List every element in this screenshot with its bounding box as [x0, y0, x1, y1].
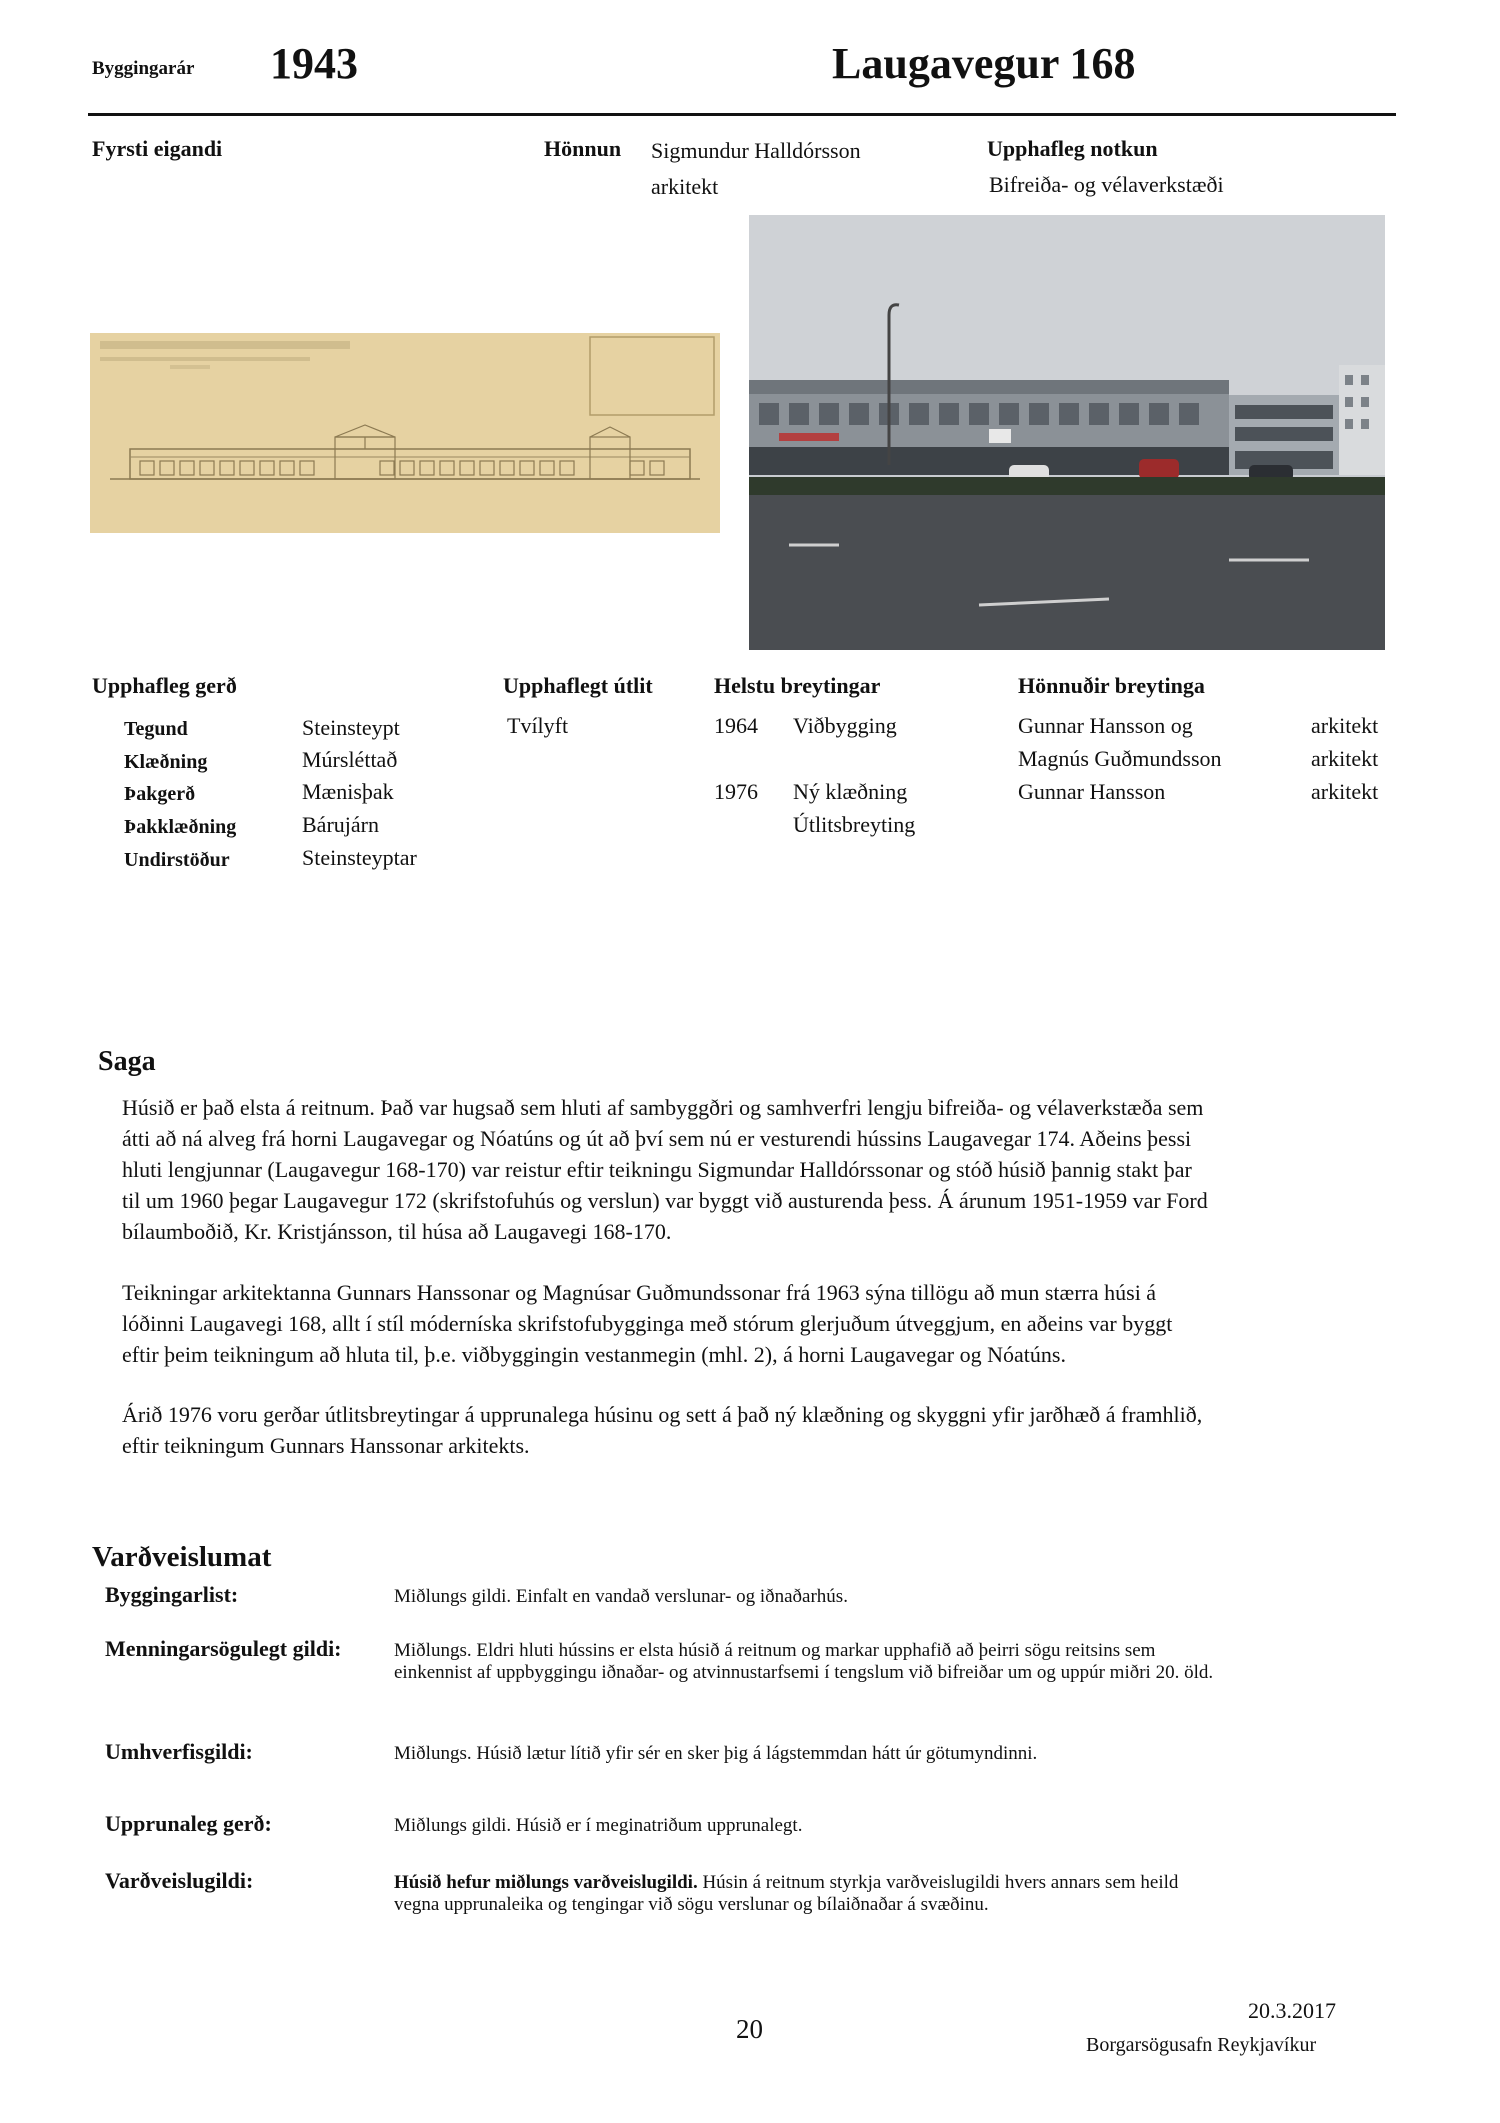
saga-paragraph-1: [122, 1092, 1392, 1247]
first-owner-label: Fyrsti eigandi: [92, 136, 223, 161]
type-value: Steinsteypt: [302, 715, 400, 740]
original-form-heading: Upphafleg gerð: [92, 673, 237, 698]
change-designer-2-role: arkitekt: [1311, 746, 1379, 771]
change-new-cladding: Ný klæðning: [793, 779, 908, 804]
environment-label: Umhverfisgildi:: [105, 1739, 253, 1764]
change-designer-3-role: arkitekt: [1311, 779, 1379, 804]
cultural-line: Miðlungs. Eldri hluti hússins er elsta húsið á reitnum og markar upphafið að þeirri sögu reitsins sem: [394, 1640, 1156, 1661]
change-extension: Viðbygging: [793, 713, 897, 738]
saga-heading: Saga: [98, 1046, 156, 1077]
saga-paragraph-3: [122, 1399, 1392, 1461]
cladding-value: Múrsléttað: [302, 747, 398, 772]
change-designers-heading: Hönnuðir breytinga: [1018, 673, 1205, 698]
saga-p2-line: eftir þeim teikningum að hluta til, þ.e. viðbyggingin vestanmegin (mhl. 2), á horni Laugavegar og Nóatúns.: [122, 1342, 1066, 1367]
cultural-value-text: [394, 1640, 1213, 1684]
original-use-label: Upphafleg notkun: [987, 136, 1158, 161]
change-facade: Útlitsbreyting: [793, 812, 916, 837]
preservation-label: Varðveislugildi:: [105, 1868, 254, 1893]
architecture-label: Byggingarlist:: [105, 1582, 239, 1607]
year-built-label: Byggingarár: [92, 58, 195, 79]
page-title: Laugavegur 168: [832, 39, 1136, 88]
roof-type-label: Þakgerð: [124, 783, 196, 805]
environment-value: Miðlungs. Húsið lætur lítið yfir sér en sker þig á lágstemmdan hátt úr götumyndinni.: [394, 1743, 1038, 1764]
roof-cladding-label: Þakklæðning: [124, 816, 237, 838]
saga-p3-line: eftir teikningum Gunnars Hanssonar arkitekts.: [122, 1433, 530, 1458]
assessment-heading: Varðveislumat: [92, 1541, 272, 1573]
roof-cladding-value: Bárujárn: [302, 812, 379, 837]
change-designer-2: Magnús Guðmundsson: [1018, 746, 1222, 771]
cladding-label: Klæðning: [124, 751, 208, 773]
footer-publisher: Borgarsögusafn Reykjavíkur: [1086, 2034, 1317, 2056]
preservation-rest: Húsin á reitnum styrkja varðveislugildi hvers annars sem heild: [697, 1872, 1179, 1893]
architecture-value: Miðlungs gildi. Einfalt en vandað verslunar- og iðnaðarhús.: [394, 1586, 848, 1607]
designer-role: arkitekt: [651, 174, 719, 199]
architectural-drawing-image: [90, 333, 720, 533]
originality-label: Upprunaleg gerð:: [105, 1811, 272, 1836]
roof-type-value: Mænisþak: [302, 779, 394, 804]
original-appearance-heading: Upphaflegt útlit: [503, 673, 653, 698]
original-use-value: Bifreiða- og vélaverkstæði: [989, 172, 1224, 197]
header-divider: [88, 113, 1396, 116]
page-number: 20: [736, 2014, 763, 2044]
change-designer-3: Gunnar Hansson: [1018, 779, 1166, 804]
preservation-value: [394, 1872, 1178, 1916]
change-designer-1: Gunnar Hansson og: [1018, 713, 1193, 738]
preservation-summary: Húsið hefur miðlungs varðveislugildi.: [394, 1872, 698, 1893]
saga-p1-line: hluti lengjunnar (Laugavegur 168-170) var reistur eftir teikningu Sigmundar Halldórssonar og stóð húsið þannig stakt þar: [122, 1157, 1192, 1182]
original-appearance-value: Tvílyft: [507, 713, 569, 738]
saga-paragraph-2: [122, 1277, 1392, 1370]
saga-p3-line: Árið 1976 voru gerðar útlitsbreytingar á upprunalega húsinu og sett á það ný klæðning og skyggni yfir jarðhæð á framhlið,: [122, 1402, 1203, 1427]
preservation-line: vegna upprunaleika og tengingar við sögu verslunar og bílaiðnaðar á svæðinu.: [394, 1894, 989, 1915]
saga-p1-line: bílaumboðið, Kr. Kristjánsson, til húsa að Laugavegi 168-170.: [122, 1219, 672, 1244]
foundation-label: Undirstöður: [124, 849, 230, 871]
foundation-value: Steinsteyptar: [302, 845, 417, 870]
designer-name: Sigmundur Halldórsson: [651, 138, 861, 163]
change-year-1976: 1976: [714, 779, 758, 804]
type-label: Tegund: [124, 718, 188, 740]
design-label: Hönnun: [544, 136, 622, 161]
cultural-value-label: Menningarsögulegt gildi:: [105, 1636, 342, 1661]
building-photo: [749, 215, 1385, 650]
saga-p2-line: Teikningar arkitektanna Gunnars Hanssonar og Magnúsar Guðmundssonar frá 1963 sýna tillögu að mun stærra húsi á: [122, 1280, 1157, 1305]
saga-p1-line: átti að ná alveg frá horni Laugavegar og Nóatúns og út að því sem nú er vesturendi hússins Laugavegar 174. Aðeins þessi: [122, 1126, 1192, 1151]
cultural-line: einkennist af uppbyggingu iðnaðar- og atvinnustarfsemi í tengslum við bifreiðar um og uppúr miðri 20. öld.: [394, 1662, 1214, 1683]
change-year-1964: 1964: [714, 713, 758, 738]
originality-value: Miðlungs gildi. Húsið er í meginatriðum upprunalegt.: [394, 1815, 803, 1836]
main-changes-heading: Helstu breytingar: [714, 673, 881, 698]
saga-p1-line: til um 1960 þegar Laugavegur 172 (skrifstofuhús og verslun) var byggt við austurenda þess. Á árunum 1951-1959 var Ford: [122, 1188, 1208, 1213]
saga-p1-line: Húsið er það elsta á reitnum. Það var hugsað sem hluti af sambyggðri og samhverfri lengju bifreiða- og vélaverkstæða sem: [122, 1095, 1204, 1120]
year-built: 1943: [270, 39, 358, 88]
change-designer-1-role: arkitekt: [1311, 713, 1379, 738]
saga-p2-line: lóðinni Laugavegi 168, allt í stíl móderníska skrifstofubygginga með stórum glerjuðum útveggjum, en aðeins var byggt: [122, 1311, 1173, 1336]
footer-date: 20.3.2017: [1248, 1998, 1336, 2023]
